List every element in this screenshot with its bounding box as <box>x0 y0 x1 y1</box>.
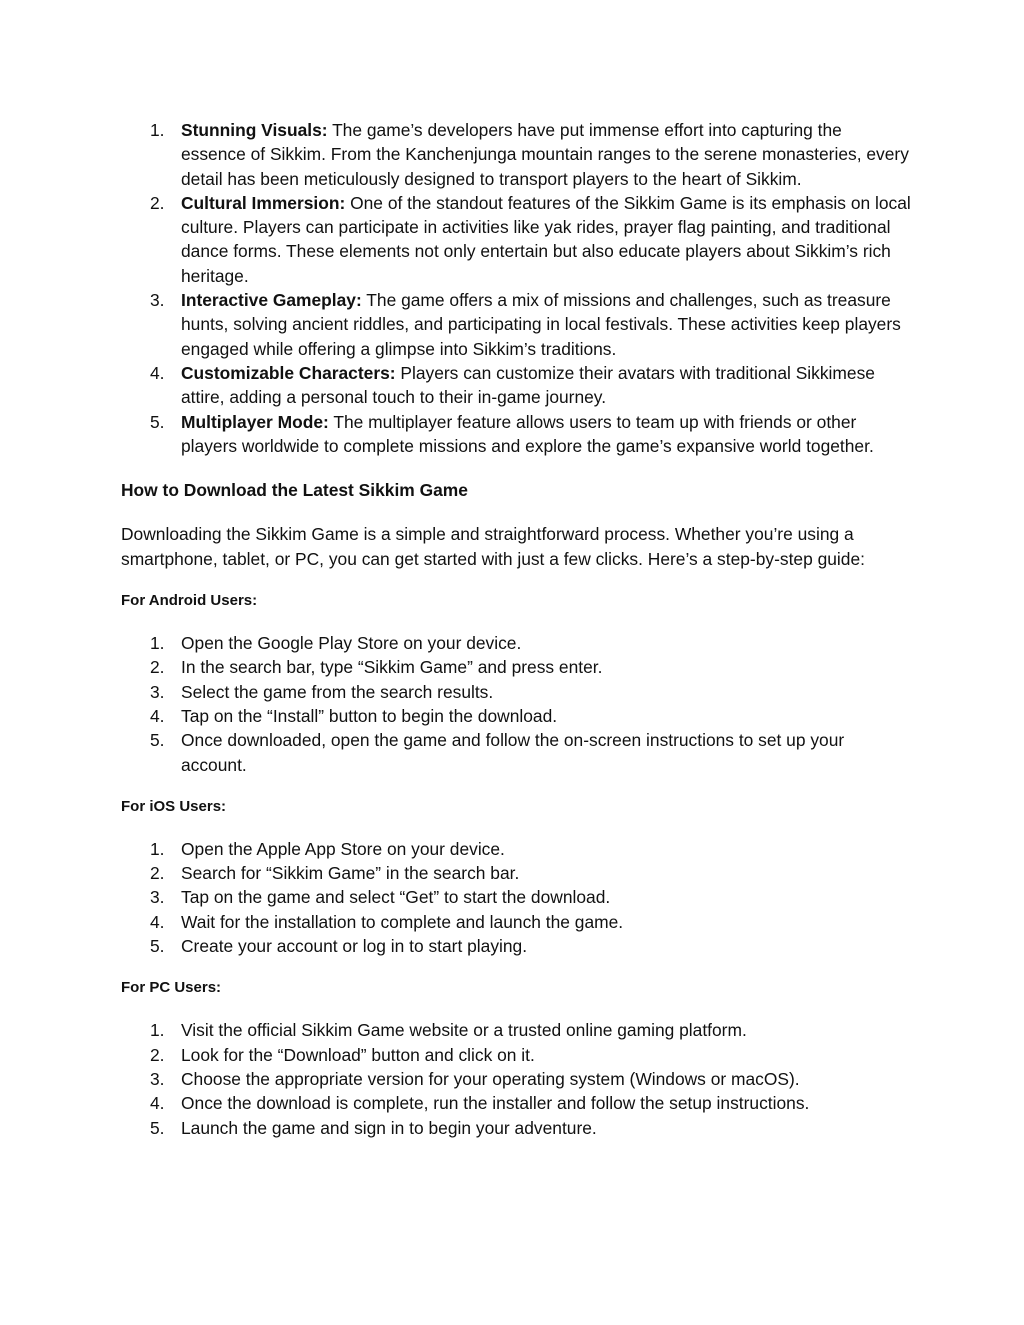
list-number: 5. <box>150 1117 165 1138</box>
android-steps-list <box>121 631 911 777</box>
list-number: 4. <box>150 911 165 932</box>
list-item <box>121 1091 911 1115</box>
list-number: 1. <box>150 1020 165 1041</box>
list-number: 5. <box>150 730 165 751</box>
feature-item <box>121 410 911 459</box>
feature-text: Players can customize their avatars with traditional Sikkimese attire, adding a personal touch to their in-game journey. <box>181 362 875 408</box>
feature-term: Customizable Characters: <box>181 362 396 383</box>
step-text: Once the download is complete, run the installer and follow the setup instructions. <box>181 1093 810 1114</box>
feature-term: Multiplayer Mode: <box>181 411 329 432</box>
list-number: 5. <box>150 936 165 957</box>
pc-heading: For PC Users: <box>121 979 222 997</box>
list-number: 2. <box>150 863 165 884</box>
pc-steps-list <box>121 1018 911 1139</box>
list-item <box>121 1116 911 1140</box>
feature-text: The game offers a mix of missions and challenges, such as treasure hunts, solving ancient riddles, and participating in local festivals. These activities keep players engaged while offering a glimpse into Sikkim’s traditions. <box>181 290 901 359</box>
feature-text: One of the standout features of the Sikkim Game is its emphasis on local culture. Players can participate in activities like yak rides, prayer flag painting, and traditional dance forms. These elements not only entertain but also educate players about Sikkim’s rich heritage. <box>181 192 911 286</box>
android-heading: For Android Users: <box>121 592 258 610</box>
feature-term: Stunning Visuals: <box>181 120 328 140</box>
feature-term: Cultural Immersion: <box>181 192 346 213</box>
list-item <box>121 631 911 655</box>
ios-heading: For iOS Users: <box>121 797 227 815</box>
feature-text: The game’s developers have put immense effort into capturing the essence of Sikkim. From the Kanchenjunga mountain ranges to the serene monasteries, every detail has been meticulously designed to transport players to the heart of Sikkim. <box>181 120 909 189</box>
step-text: Once downloaded, open the game and follow the on-screen instructions to set up your account. <box>181 730 845 775</box>
list-item <box>121 728 911 777</box>
list-number: 4. <box>150 362 165 383</box>
list-item <box>121 861 911 885</box>
list-number: 2. <box>150 192 165 213</box>
list-number: 2. <box>150 1044 165 1065</box>
step-text: Open the Google Play Store on your device. <box>181 633 522 654</box>
list-number: 3. <box>150 681 165 702</box>
feature-item <box>121 288 911 361</box>
list-item <box>121 655 911 679</box>
step-text: Search for “Sikkim Game” in the search bar. <box>181 863 520 884</box>
step-text: Wait for the installation to complete and launch the game. <box>181 911 624 932</box>
list-number: 3. <box>150 887 165 908</box>
list-number: 1. <box>150 838 165 859</box>
list-item <box>121 910 911 934</box>
list-item <box>121 704 911 728</box>
step-text: Select the game from the search results. <box>181 681 494 702</box>
ios-steps-list <box>121 837 911 958</box>
step-text: Tap on the game and select “Get” to start the download. <box>181 887 611 908</box>
step-text: Tap on the “Install” button to begin the download. <box>181 705 558 726</box>
step-text: In the search bar, type “Sikkim Game” and press enter. <box>181 657 603 678</box>
download-heading: How to Download the Latest Sikkim Game <box>121 480 468 501</box>
feature-item <box>121 118 911 191</box>
list-item <box>121 680 911 704</box>
list-number: 4. <box>150 705 165 726</box>
feature-item <box>121 191 911 288</box>
list-number: 5. <box>150 411 165 432</box>
document-page <box>121 118 911 1140</box>
step-text: Visit the official Sikkim Game website or a trusted online gaming platform. <box>181 1020 747 1041</box>
list-item <box>121 1067 911 1091</box>
list-item <box>121 837 911 861</box>
step-text: Create your account or log in to start playing. <box>181 936 528 957</box>
download-intro: Downloading the Sikkim Game is a simple and straightforward process. Whether you’re using a smartphone, tablet, or PC, you can get started with just a few clicks. Here’s a step-by-step guide: <box>121 524 865 569</box>
list-number: 1. <box>150 120 165 140</box>
step-text: Open the Apple App Store on your device. <box>181 838 505 859</box>
list-number: 2. <box>150 657 165 678</box>
list-number: 3. <box>150 1068 165 1089</box>
step-text: Choose the appropriate version for your operating system (Windows or macOS). <box>181 1068 800 1089</box>
feature-item <box>121 361 911 410</box>
feature-text: The multiplayer feature allows users to team up with friends or other players worldwide to complete missions and explore the game’s expansive world together. <box>181 411 874 456</box>
step-text: Launch the game and sign in to begin your adventure. <box>181 1117 597 1138</box>
list-item <box>121 885 911 909</box>
list-item <box>121 1018 911 1042</box>
list-item <box>121 1043 911 1067</box>
list-item <box>121 934 911 958</box>
list-number: 3. <box>150 290 165 311</box>
list-number: 1. <box>150 633 165 654</box>
feature-term: Interactive Gameplay: <box>181 290 362 311</box>
list-number: 4. <box>150 1093 165 1114</box>
step-text: Look for the “Download” button and click on it. <box>181 1044 535 1065</box>
features-list <box>121 118 911 458</box>
